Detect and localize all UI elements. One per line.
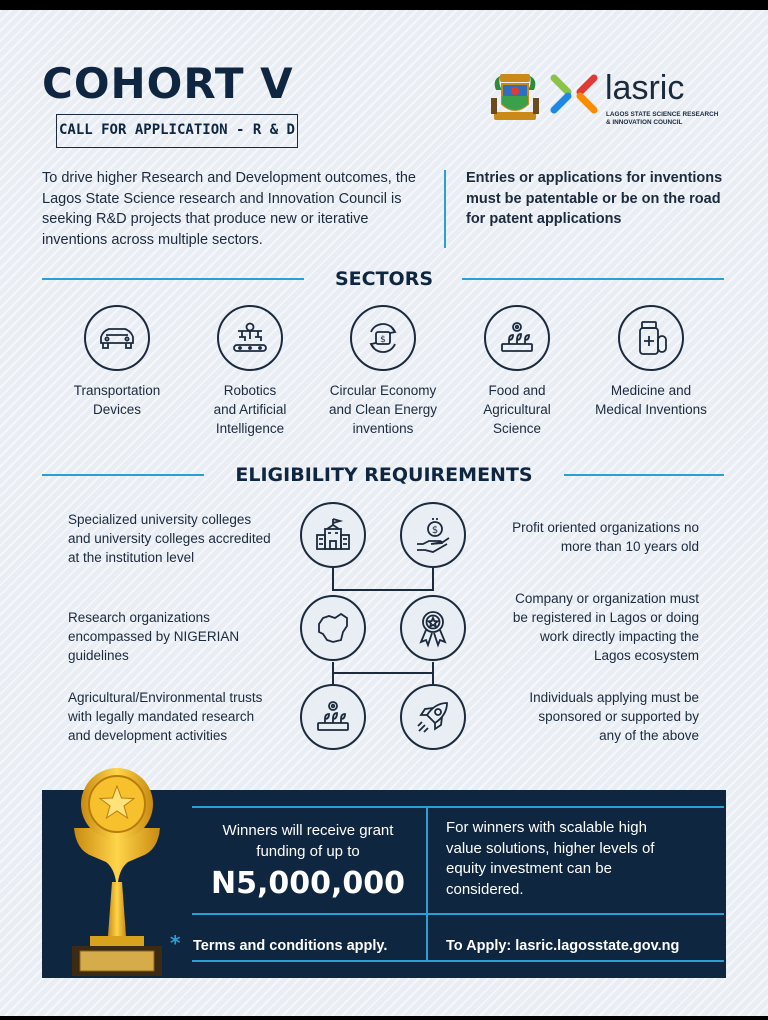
eligibility-item — [68, 608, 298, 665]
eligibility-item — [68, 688, 298, 745]
eligibility-text: work directly impacting the — [539, 629, 699, 644]
sector-label: Circular Economy — [329, 383, 437, 398]
sector-transportation — [49, 305, 185, 419]
scalable-text-line: For winners with scalable high — [446, 819, 647, 836]
award-badge-icon — [400, 595, 466, 661]
grant-text — [192, 820, 424, 862]
sector-label: Science — [492, 421, 542, 436]
lasric-tagline-2: & INNOVATION COUNCIL — [606, 119, 683, 126]
eligibility-text: and development activities — [68, 728, 228, 743]
grant-text-line: Winners will receive grant — [222, 822, 394, 839]
sector-food-agriculture — [449, 305, 585, 438]
sector-label: Devices — [92, 402, 141, 417]
panel-rule — [192, 960, 724, 962]
apply-link[interactable]: To Apply: lasric.lagosstate.gov.ng — [446, 938, 680, 954]
grant-amount: N5,000,000 — [210, 866, 406, 901]
call-for-application-label: CALL FOR APPLICATION - R & D — [56, 114, 298, 148]
eligibility-text: and university colleges accredited — [68, 531, 271, 546]
sector-robotics — [182, 305, 318, 438]
patent-note: Entries or applications for inventions must be patentable or be on the road for patent applications — [466, 170, 723, 227]
eligibility-text: sponsored or supported by — [538, 709, 699, 724]
medicine-bottle-icon — [618, 305, 684, 371]
asterisk-icon: * — [170, 931, 181, 955]
scalable-text — [446, 818, 716, 900]
sector-label: Food and — [488, 383, 546, 398]
sector-label: and Artificial — [213, 402, 287, 417]
panel-divider — [426, 808, 428, 960]
eligibility-rule-left — [42, 474, 204, 476]
sector-label: Agricultural — [483, 402, 551, 417]
eligibility-text: any of the above — [599, 728, 699, 743]
sectors-rule-left — [42, 278, 304, 280]
scalable-text-line: equity investment can be — [446, 860, 612, 877]
connector — [332, 568, 334, 590]
page-title: COHORT V — [42, 59, 294, 108]
lagos-crest-logo — [488, 68, 542, 126]
sector-label: Medicine and — [610, 383, 692, 398]
lasric-mark-icon — [550, 70, 598, 118]
eligibility-text: Individuals applying must be — [529, 690, 699, 705]
bottom-border — [0, 1016, 768, 1020]
eligibility-item — [470, 518, 699, 556]
hand-money-icon — [400, 502, 466, 568]
recycle-money-icon — [350, 305, 416, 371]
eligibility-text: guidelines — [68, 648, 129, 663]
car-icon — [84, 305, 150, 371]
panel-rule — [192, 913, 724, 915]
scalable-text-line: considered. — [446, 880, 524, 898]
connector — [332, 672, 434, 674]
sector-label: Robotics — [223, 383, 277, 398]
sector-label: Transportation — [73, 383, 161, 398]
eligibility-text: with legally mandated research — [68, 709, 255, 724]
university-building-icon — [300, 502, 366, 568]
sector-medicine — [583, 305, 719, 419]
sectors-heading: SECTORS — [334, 268, 434, 290]
robot-arm-icon — [217, 305, 283, 371]
connector — [432, 662, 434, 684]
sector-circular-economy — [315, 305, 451, 438]
eligibility-item — [470, 688, 699, 745]
lasric-wordmark: lasric — [605, 69, 685, 107]
grant-text-line: funding of up to — [256, 843, 360, 860]
poster — [0, 10, 768, 1016]
sector-label: inventions — [352, 421, 414, 436]
eligibility-item — [470, 589, 699, 665]
sector-label: Intelligence — [215, 421, 285, 436]
connector — [432, 568, 434, 590]
svg-text:$: $ — [380, 335, 386, 345]
eligibility-text: be registered in Lagos or doing — [512, 610, 699, 625]
eligibility-text: at the institution level — [68, 550, 195, 565]
sector-label: Medical Inventions — [595, 402, 707, 417]
eligibility-text: Company or organization must — [515, 591, 699, 606]
sectors-rule-right — [462, 278, 724, 280]
eligibility-text: more than 10 years old — [560, 539, 699, 554]
eligibility-rule-right — [564, 474, 724, 476]
top-border — [0, 0, 768, 10]
lasric-tagline-1: LAGOS STATE SCIENCE RESEARCH — [606, 111, 719, 118]
eligibility-heading: ELIGIBILITY REQUIREMENTS — [235, 464, 533, 486]
eligibility-text: Lagos ecosystem — [593, 648, 699, 663]
eligibility-text: Profit oriented organizations no — [512, 520, 699, 535]
eligibility-text: Research organizations — [68, 610, 210, 625]
connector — [332, 589, 434, 591]
terms-text: Terms and conditions apply. — [193, 938, 388, 954]
eligibility-item — [68, 510, 298, 567]
plant-gear-icon — [300, 684, 366, 750]
rocket-icon — [400, 684, 466, 750]
eligibility-text: Agricultural/Environmental trusts — [68, 690, 263, 705]
intro-paragraph: To drive higher Research and Development outcomes, the Lagos State Science research and Innovation Council is seeking R&D projects that produce new or iterative inventions across multiple sectors. — [42, 170, 416, 248]
eligibility-text: Specialized university colleges — [68, 512, 252, 527]
svg-text:$: $ — [431, 525, 439, 536]
nigeria-map-icon — [300, 595, 366, 661]
eligibility-text: encompassed by NIGERIAN — [68, 629, 240, 644]
plant-gear-icon — [484, 305, 550, 371]
divider-vertical — [444, 170, 446, 248]
trophy-icon — [62, 764, 172, 980]
panel-rule — [192, 806, 724, 808]
scalable-text-line: value solutions, higher levels of — [446, 839, 655, 857]
sector-label: and Clean Energy — [328, 402, 438, 417]
